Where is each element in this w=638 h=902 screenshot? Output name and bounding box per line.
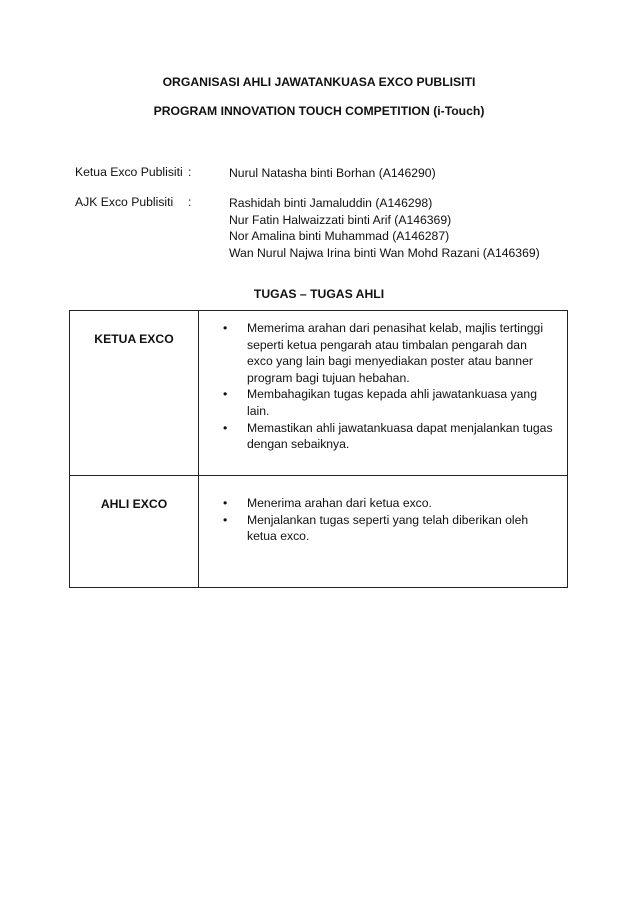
task-text: Menjalankan tugas seperti yang telah diberikan oleh ketua exco. xyxy=(247,512,529,544)
ajk-exco-name: Rashidah binti Jamaluddin (A146298) xyxy=(229,196,433,210)
task-text: Memastikan ahli jawatankuasa dapat menjalankan tugas dengan sebaiknya. xyxy=(247,420,553,452)
bullet-icon: • xyxy=(223,512,228,527)
task-item xyxy=(211,420,553,453)
role-cell: KETUA EXCO xyxy=(70,311,199,476)
ajk-exco-name: Nor Amalina binti Muhammad (A146287) xyxy=(229,229,450,243)
table-row xyxy=(70,311,568,476)
ajk-exco-name-list xyxy=(229,195,540,261)
ketua-exco-name: Nurul Natasha binti Borhan (A146290) xyxy=(229,166,436,180)
task-list xyxy=(211,320,553,453)
bullet-icon: • xyxy=(223,387,228,402)
section-title xyxy=(0,287,638,301)
duties-table xyxy=(69,310,568,588)
section-title-text: TUGAS – TUGAS AHLI xyxy=(253,287,385,301)
task-text: Memerima arahan dari penasihat kelab, majlis tertinggi seperti ketua pengarah atau timbalan pengarah dan exco yang lain bagi menyediakan poster atau banner program bagi tujuan hebahan. xyxy=(247,321,544,385)
ketua-exco-label: Ketua Exco Publisiti xyxy=(75,165,183,179)
bullet-icon: • xyxy=(223,420,228,435)
task-text: Membahagikan tugas kepada ahli jawatankuasa yang lain. xyxy=(247,387,537,418)
bullet-icon: • xyxy=(223,321,228,335)
ajk-exco-name: Nur Fatin Halwaizzati binti Arif (A146369) xyxy=(229,212,452,227)
task-text: Menerima arahan dari ketua exco. xyxy=(247,496,432,510)
task-item xyxy=(211,495,553,512)
task-item xyxy=(211,512,553,545)
task-item xyxy=(211,320,553,386)
document-title: ORGANISASI AHLI JAWATANKUASA EXCO PUBLISITI xyxy=(162,75,476,89)
task-list xyxy=(211,495,553,545)
ketua-exco-colon: : xyxy=(188,165,192,179)
role-cell: AHLI EXCO xyxy=(70,476,199,588)
ajk-exco-label: AJK Exco Publisiti xyxy=(75,195,174,209)
ajk-exco-name: Wan Nurul Najwa Irina binti Wan Mohd Razani (A146369) xyxy=(229,245,540,260)
task-item xyxy=(211,386,553,419)
table-row xyxy=(70,476,568,588)
tasks-cell xyxy=(199,311,568,476)
program-title: PROGRAM INNOVATION TOUCH COMPETITION (i-Touch) xyxy=(153,104,485,118)
tasks-cell xyxy=(199,476,568,588)
bullet-icon: • xyxy=(223,496,228,510)
ajk-exco-colon: : xyxy=(188,195,192,209)
